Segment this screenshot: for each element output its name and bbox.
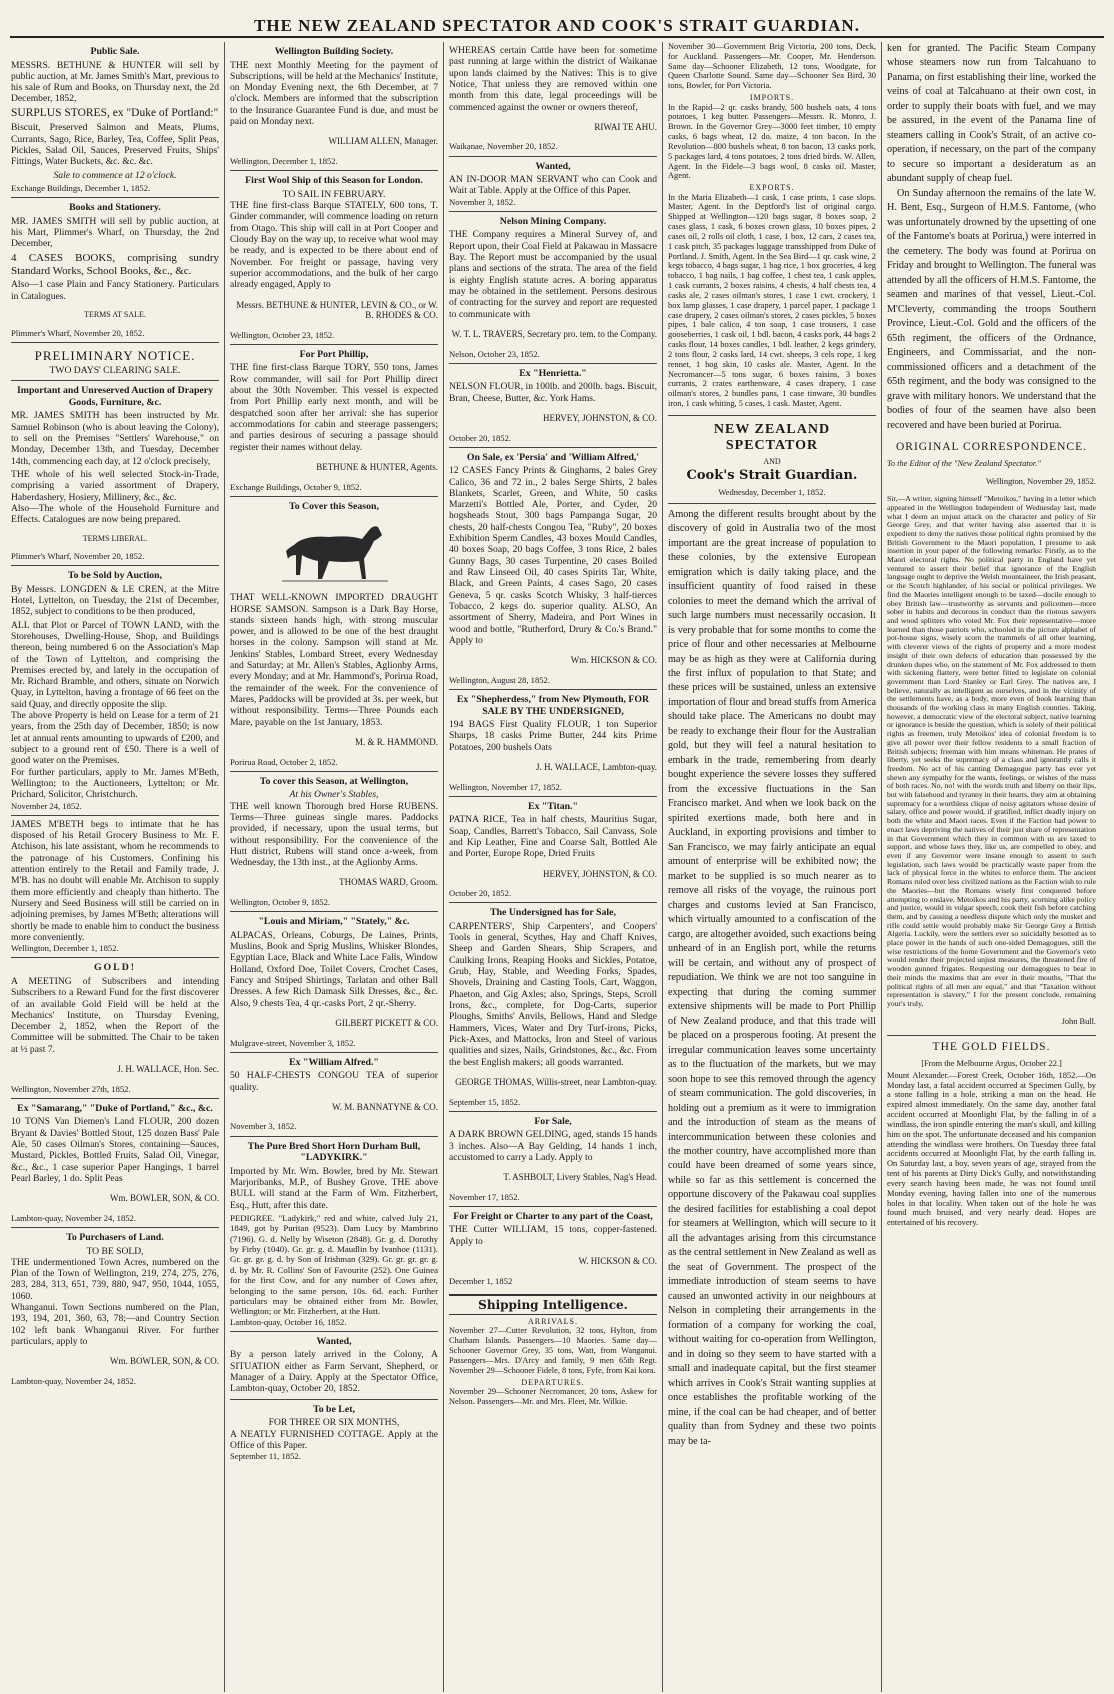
gold-fields-heading: THE GOLD FIELDS. [887,1035,1096,1055]
departures-heading: DEPARTURES. [521,1377,585,1387]
ad-carpenters-tools [449,903,657,1111]
ad-footer: November 24, 1852. [11,800,82,811]
editorial-continued: ken for granted. The Pacific Steam Company whose steamers now run from Talcahuano to Panama, on first establishing their line, worked the veins of coal at Talcahuano at their own cost, in order to supply their boats with fuel, and we may be assured, in the event of the Panama line of steamers calling in Cook's Strait, of an active co-operation, if necessary, on the part of the company to secure so important a desideratum as an abundant supply of cheap fuel. [887,43,1096,185]
masthead-title: THE NEW ZEALAND SPECTATOR AND COOK'S STRAIT GUARDIAN. [254,16,860,35]
ad-body: MESSRS. BETHUNE & HUNTER will sell by public auction, at Mr. James Smith's Mart, previous to his sale of Rum and Books, on Thursday next, the 2d December, 1852, [11,59,219,105]
ad-footer: November 17, 1852. [449,1191,520,1202]
ad-signature: BETHUNE & HUNTER, Agents. [316,461,438,472]
ad-body: ALPACAS, Orleans, Coburgs, De Laines, Prints, Muslins, Book and Sprig Muslins, Whisker Blondes, Egyptian Lace, Black and White Lace Falls, Window Holland, Oxford Doe, Toilet Covers, Crochet Cases, Fancy and Striped Shirtings, Tarlatan and other Ball Dresses. A few Rich Damask Silk Dresses, &c., &c. Also, 9 chests Tea, 4 qr.-casks Port, 2 qr.-Sherry. [230,929,438,1009]
ad-signature: RIWAI TE AHU. [594,121,657,132]
ad-books [11,198,219,343]
letter-text: Sir,—A writer, signing himself "Metoikos," having in a letter which appeared in the Wellington Independent of Wednesday last, made what I deem an unjust attack on the character and policy of Sir George Grey, and that writer having also asserted that it is expedient to deny the natives those political rights promised by the British Government to the Maori population, I presume to ask insertion in your paper of the following remarks: Firstly, as to the Maori electoral rights. No political party in England have yet ventured to assert their belief that ignorance of the English language ought to deprive the Welsh mountaineer, the Irish peasant, or the Scotch highlander, of his social or political privileges. We find the Maories intelligent enough to be taxed—docile enough to obey British law—trustworthy as servants and policemen—more sober in habits and decorous in conduct than the riotous sawyers and wood splitters who voted Mr. Fox their representative—more learned than those patriots who, schooled in the picture alphabet of pot-house signs, wisely scorn the trammels of all other learning, with cleverer views of the rights of property and a more modest insight of their own defects of education than possessed by the drunken dupes who, on the statement of Mr. Fox addressed to them with sickening flattery, were better fitted to legislate on colonial government than Lord Stanley or Earl Grey. The natives are, I believe, naturally as intelligent as ourselves, and in the vicinity of the settlements have, as a body, more even of book learning than thousands of the working class in many English counties. Taking, however, a democratic view of the electoral subject, native learning or ignorance is beside the question, which is solely of their political rights as freemen, truly Metoikos' idea of colonial freedom is to give all power over their fellow residents to a small fraction of British subjects; freeman with him means whiteman. He prates of liberty, yet seeks the supremacy of a class and ignorantly calls it freedom. No act of his canting Demagogue party has ever yet shewn any sympathy for the wants, feelings, or wishes of the mass of both races. No, no! with the words truth and liberty on their lips, but with falsehood and tyranny in their hearts, they aim at obtaining supremacy for a worthless clique of noisy agitators whose desire of salary, office and power would, if gratified, inflict deadly injury on both the white and Maori races. Even if the Faction had power to enact laws depriving the natives of their just share of representation in that Government which they in common with us are taxed to support, and whose laws they, like us, are compelled to obey, and even if any Governor were insane enough to assent to such legislation, such laws would be practically waste paper from the lack of physical force in the whites to enforce them. The ancient Romans ruled over less civilized nations as the Faction wish to rule the Maories—but the Romans wisely first conquered before attempting to enslave. Metoikos and his party, scorning alike policy and justice, would in vulgar speech, cook their fish before catching them, and by causing a needless dispute which only the musket and rifle could settle would probably make Sir George Grey a British Algeria. Luckily, were the settlers ever so suicidally besotted as to place power in the hands of such one-sided Demagogues, still the wise restrictions of the home Government and the Governor's veto would render their projected unjust measures, the threatened fire of wooden gunned frigates. Requesting our demagogues to bear in their minds the maxims that are ever in their mouths, "That the political rights of all men are equal," and that "Taxation without representation is slavery," I for the present conclude, remaining your's truly, [887,494,1096,1008]
ad-body: 194 BAGS First Quality FLOUR, 1 ton Superior Sharps, 18 casks Prime Butter, 244 kits Prime Potatoes, 200 bushels Oats [449,719,657,753]
gold-fields-text: Mount Alexander.—Forest Creek, October 16th, 1852.—On Monday last, a fatal accident occurred at Specimen Gully, by a stone falling in a hole, striking a man on the head. He expired almost immediately. On the same day, another fatal accident occurred at Moonlight Flat, by the falling in of a windlass, the iron spindle entering the man's skull, and killing him on the spot. The unfortunate deceased and his companion attending the windlass were brothers. On Tuesday three fatal accidents occurred at Moonlight Flat, by the earth falling in. On Saturday last, a boy, seven years of age, strayed from the tent of his parents at Dirty Dick's Gully, and notwithstanding every search having been made, he was not found until Monday evening, having fallen into one of the numerous holes in that locality. When taken out of the hole he was found much bruised, and very nearly dead. Hopes are entertained of his recovery. [887,1070,1096,1228]
ad-footer: Nelson, October 23, 1852. [449,348,540,359]
ad-persia [449,448,657,690]
editorial-text: Among the different results brought about by the discovery of gold in Australia two of the most important are the great increase of population to these colonies, by the extensive European emigration which is daily taking place, and the insufficient quantity of food raised in these colonies to meet the demand which the arrival of such large numbers must necessarily occasion. It is very probable that for some months to come the price of flour and other necessaries at Melbourne may be as high as they were at California during the first influx of population to that State; and these prices will be sustained, unless an extensive importation of flour and bread stuffs from America should take place. The Americans no doubt may be ready to exchange their flour for the Australian gold, but they will feel a natural hesitation to embark in the trade, remembering from dearly bought experience the severe losses they suffered from the excessive fluctuations in the San Francisco market. And when we look back on the spirited exertions made, both here and in Auckland, in exporting provisions and timber to San Francisco, we may fairly anticipate an equal amount of enterprise will be exhibited now; the market to be supplied is so much nearer as to remove all risks of the voyage, the ruinous port charges and customs levied at San Francisco, which virtually amounted to a confiscation of the cargo, are altogether avoided, such exactions being unheard of in an English port, while the returns will be certain, and without any of prospect of repudiation. We think we are not too sanguine in expecting that during the coming summer extensive shipments will be made to Port Phillip of New Zealand produce, and that this trade will be placed on a prosperous footing. At present the irregular communication leaves some uncertainty as to the fluctuation of the markets, but we may soon hope to see this removed through the agency of steam communication. The gold discoveries, in holding out a premium as it were to immigration and the introduction of steam as the means of intercommunication between these colonies and the mother country, have accomplished more than could have been dreamed of some years since, while so far as this settlement is concerned the opportune discovery of the Pakawau coal supplies the desired facilities for establishing a coal depot for steamers at Wellington, which will secure to it all the advantages arising from this circumstance as the central settlement in New Zealand as well as the seat of Government. The prospect of the immediate introduction of steam seems to have caused an unwonted activity in our neighbours at Nelson in completing their arrangements in the formation of a company for working the coal, without waiting for co-operation from Wellington, and in doing so they seem to have started with a small and inadequate capital, but the first steamer which arrives in Cook's Strait wanting supplies at once establishes the profitable working of the mine, if the coal can be had cheaper, and of better quality than from Sydney and these two points may be ta- [668,508,877,1447]
ad-subhead: At his Owner's Stables, [289,789,379,801]
ad-footer: Wellington, November 27th, 1852. [11,1083,131,1094]
ad-body: THE next Monthly Meeting for the payment of Subscriptions, will be held at the Mechanics' Institute, on Monday Evening next, the 6th December, at 7 o'clock. Members are informed that the subscription to the Insurance Guarantee Fund is due, and must be paid on Monday next. [230,59,438,128]
letter-signature: John Bull. [1061,1017,1096,1027]
ad-cottage-to-let [230,1400,438,1466]
ad-body: Whanganui. Town Sections numbered on the Plan, 193, 194, 201, 360, 63, 78;—and Country Section 102 left bank Whanganui River. For further particulars, apply to [11,1302,219,1348]
editorial-paper-title: NEW ZEALAND SPECTATOR [713,421,831,454]
ad-title: The Pure Bred Short Horn Durham Bull, "LADYKIRK." [247,1140,421,1164]
ad-title: First Wool Ship of this Season for London. [245,175,423,187]
original-correspondence-heading: ORIGINAL CORRESPONDENCE. [896,441,1087,454]
ad-body: THE fine first-class Barque STATELY, 600 tons, T. Ginder commander, will commence loading on return from Otago. This ship will call in at Port Cooper and Cloudy Bay on the way up, to receive what wool may be ready, and is expected to be there about end of November. For freight or passage, having very superior accommodations, and the bulk of her cargo already engaged, Apply to [230,200,438,291]
ad-drapery-auction [11,381,219,566]
ad-body: PATNA RICE, Tea in half chests, Mauritius Sugar, Soap, Candles, Barrett's Tobacco, Sail Canvass, Sole and Kip Leather, Fine and Coarse Salt, Bottled Ale and Porter, Europe Rope, Dried Fruits [449,814,657,860]
funeral-report: On Sunday afternoon the remains of the late W. H. Bent, Esq., Surgeon of H.M.S. Fantome, (who was unfortunately drowned by the upsetting of one of the Fantome's boats at Porirua,) were interred in the cemetery. The body was found at Porirua on Friday and brought to Wellington. The funeral was attended by all the officers of H.M.S. Fantome, the seamen and marines of that vessel, Lieut.-Col. M'Cleverty, commanding the troops Southern Province, Lieut.-Col. Gold and the officers of the 65th regiment, the officers of the Ordnance, Engineers, and Commissariat, and the non-commissioned officers and a detachment of the 65th regiment, and the body was consigned to the grave with military honors. We understand that the bodies of four of the seamen have also been recovered and have been buried at Porirua. [887,187,1096,431]
editorial-guardian: Cook's Strait Guardian. [686,468,858,484]
ad-footer: Wellington, October 23, 1852. [230,329,335,340]
imports-heading: IMPORTS. [749,93,795,103]
ad-body: NELSON FLOUR, in 100lb. and 200lb. bags. Biscuit, Bran, Cheese, Butter, &c. York Hams. [449,381,657,404]
letter-date: Wellington, November 29, 1852. [985,476,1096,486]
ad-footer: Exchange Buildings, October 9, 1852. [230,481,362,492]
ad-title: "Louis and Miriam," "Stately," &c. [258,916,410,928]
ad-body: Imported by Mr. Wm. Bowler, bred by Mr. Stewart Marjoribanks, M.P., of Bushey Grove. THE above BULL will stand at the Farm of Wm. Fitzherbert, Esq., Hutt, after this date. [230,1165,438,1211]
ad-signature: Wm. BOWLER, SON, & CO. [110,1356,219,1367]
ad-body: MR. JAMES SMITH will sell by public auction, at his Mart, Plimmer's Wharf, on Thursday, the 2nd December, [11,215,219,250]
ad-body: A NEATLY FURNISHED COTTAGE. Apply at the Office of this Paper. [230,1428,438,1451]
ad-signature: M. & R. HAMMOND. [354,736,438,747]
ad-footer: Lambton-quay, October 16, 1852. [230,1316,347,1327]
ad-body: THE Cutter WILLIAM, 15 tons, copper-fastened. Apply to [449,1224,657,1247]
ad-subhead: TWO DAYS' CLEARING SALE. [49,365,181,377]
ad-subhead: TO SAIL IN FEBRUARY. [282,188,386,200]
column-4 [663,42,882,1692]
ad-terms: TERMS LIBERAL. [82,533,148,543]
ad-bull-ladykirk [230,1137,438,1332]
ad-body: THAT WELL-KNOWN IMPORTED DRAUGHT HORSE SAMSON. Sampson is a Dark Bay Horse, stands sixteen hands high, with strong muscular power, and is allowed to be one of the best draught horses in the colony. Sampson will stand at Mr. Jenkins' Stables, Lombard Street, every Wednesday and Saturday; at Mr. Allen's Stables, Aglionby Arms, every Monday; and at Mr. Hammond's, Porirua Road, the remainder of the week. For the convenience of Mares, Paddocks will be provided at 3s. per week, but without responsibility. Terms—Three Pounds each Mare, payable on the 1st January, 1853. [230,592,438,728]
ad-body: THE well known Thorough bred Horse RUBENS. Terms—Three guineas single mares. Paddocks provided, if necessary, upon the usual terms, but without responsibility. For the convenience of the Hutt district, Rubens will stand once a-week, from Wednesday, the 13th inst., at the Aglionby Arms. [230,800,438,869]
ad-title: Ex "Shepherdess," from New Plymouth, FOR SALE BY THE UNDERSIGNED, [456,693,650,717]
ad-title: To cover this Season, at Wellington, [259,775,409,787]
ad-headline: SURPLUS STORES, ex "Duke of Portland:" [11,106,219,119]
ad-title: For Freight or Charter to any part of the Coast, [453,1210,653,1222]
ad-town-land [11,566,219,816]
ad-wool-ship [230,171,438,345]
horse-icon [274,515,394,589]
ad-congou-tea [230,1053,438,1137]
ad-body: By a person lately arrived in the Colony, A SITUATION either as Farm Servant, Shepherd, or Manager of a Dairy. Apply at the Spectator Office, Lambton-quay, October 20, 1852. [230,1349,438,1395]
ad-footer: November 3, 1852. [230,1121,297,1132]
ad-henrietta [449,364,657,448]
ad-horse-samson [230,497,438,772]
ad-signature: J. H. WALLACE, Hon. Sec. [117,1064,219,1075]
ad-building-society [230,42,438,171]
exports-heading: EXPORTS. [749,183,795,193]
ad-title: To Purchasers of Land. [66,1231,164,1243]
ad-title: To be Sold by Auction, [67,570,163,582]
horse-engraving [230,515,438,589]
ad-footer: Lambton-quay, November 24, 1852. [11,1375,136,1386]
ad-body: Also—The whole of the Household Furniture and Effects. Catalogues are now being prepared. [11,502,219,526]
ad-title: The Undersigned has for Sale, [490,907,616,919]
ad-body: JAMES M'BETH begs to intimate that he has disposed of his Retail Grocery Business to Mr. F. Atchison, his late assistant, whom he recommends to the patronage of his Customers. Confining his attention entirely to the Retail and Family trade, J. M'B. has no doubt will enable Mr. Atchison to supply them more efficiently and cheaply than hitherto. The Nursery and Seed Business will still be carried on in adjoining premises, by James M'Beth; alterations will shortly be made to enable him to conduct the business more conveniently. [11,818,219,943]
ad-rubens [230,772,438,912]
ad-footer: Wellington, December 1, 1852. [11,943,119,954]
ad-cattle-notice [449,42,657,157]
ad-subhead: TO BE SOLD, [86,1245,144,1257]
ad-signature: W. HICKSON & CO. [578,1256,657,1267]
ad-signature: Messrs. BETHUNE & HUNTER, LEVIN & CO., or W. B. RHODES & CO. [236,299,438,321]
ad-signature: GEORGE THOMAS, Willis-street, near Lambton-quay. [455,1076,657,1087]
gold-fields-source: [From the Melbourne Argus, October 22.] [921,1058,1062,1068]
ad-note: Sale to commence at 12 o'clock. [53,169,177,181]
ad-footer: Wellington, November 17, 1852. [449,781,562,792]
ad-title: On Sale, ex 'Persia' and 'William Alfred,' [466,451,640,463]
ad-title: Ex "William Alfred." [289,1056,379,1068]
ad-footer: Plimmer's Wharf, November 20, 1852. [11,327,145,338]
ad-body: The above Property is held on Lease for a term of 21 years, from the 25th day of December, 1850; is now let at annual rents amounting to upwards of £200, and subject to a ground rent of £50. There is a well of good water on the Premises. [11,710,219,767]
ad-mbeth [11,816,219,959]
ad-man-servant [449,157,657,212]
ad-footer: Exchange Buildings, December 1, 1852. [11,182,151,193]
ad-body: Also—1 case Plain and Fancy Stationery. Particulars in Catalogues. [11,279,219,302]
ad-headline: 4 CASES BOOKS, comprising sundry Standard Works, School Books, &c., &c. [11,251,219,277]
ad-nelson-mining [449,212,657,364]
ad-body: CARPENTERS', Ship Carpenters', and Coopers' Tools in general, Scythes, Hay and Chaff Knives, Sheep and Garden Shears, Ship Scrapers, and Caulking Irons, Reaping Hooks and Sickles, Potatoe, Grub, Hay, Stable, and Weeding Forks, Spades, Shovels, Draining and Casting Tools, Cart, Waggon, Phaeton, and Gig Axles; also, Springs, Steps, Scroll Irons, &c., complete, for Dog-Carts, superior Ploughs, Smiths' Anvils, Bellows, Hand and Sledge Hammers, Vices, Water and Dry Turf-irons, Picks, Pick-Axes, and Mattocks, Iron and Steel of various qualities and sizes, Nails, Grindstones, &c., &c. From the best English makers; all goods warranted. [449,920,657,1068]
ad-title: Ex "Henrietta." [519,367,587,379]
ad-signature: HERVEY, JOHNSTON, & CO. [543,868,657,879]
ad-title: To Cover this Season, [289,500,379,512]
ad-body: THE fine first-class Barque TORY, 550 tons, James Row commander, will sail for Port Phillip direct about the 30th November. This vessel is expected from Port Phillip early next month, and will be despatched soon after her arrival: she has superior accommodations for cabin and steerage passengers; and parties desirous of securing a passage should register their names without delay. [230,362,438,453]
ad-samarang [11,1099,219,1228]
ad-footer: December 1, 1852 [449,1275,513,1286]
ad-title: For Sale, [534,1115,572,1127]
column-3 [444,42,663,1692]
ad-body: A MEETING of Subscribers and intending Subscribers to a Reward Fund for the first discoverer of an available Gold Field will be held at the Mechanics' Institute, on Thursday Evening, December 2, 1852, when the Report of the Committee will be submitted. The Chair to be taken at ½ past 7. [11,975,219,1055]
ad-footer: September 15, 1852. [449,1096,521,1107]
ad-body: MR. JAMES SMITH has been instructed by Mr. Samuel Robinson (who is about leaving the Colony), to sell on the Premises "Settlers' Warehouse," on Monday, December 13th, and Tuesday, December 14th, commencing each day, at 12 o'clock precisely, [11,410,219,467]
ad-title: Ex "Samarang," "Duke of Portland," &c., &c. [17,1102,213,1114]
arrivals-heading: ARRIVALS. [528,1316,578,1326]
ad-signature: W. T. L. TRAVERS, Secretary pro. tem. to the Company. [451,328,657,339]
ad-title: Books and Stationery. [69,202,161,214]
ad-footer: October 20, 1852. [449,432,512,443]
ad-body: WHEREAS certain Cattle have been for sometime past running at large within the district of Waikanae upon lands claimed by the Natives: This is to give Notice, That unless they are removed within one month from this date, legal proceedings will be commenced against the owner or owners thereof, [449,45,657,113]
ad-footer: Wellington, August 28, 1852. [449,674,551,685]
ad-title: GOLD! [93,962,137,974]
ad-headline: PRELIMINARY NOTICE. [34,347,196,363]
ad-list: Biscuit, Preserved Salmon and Meats, Plums, Currants, Sago, Rice, Barley, Tea, Coffee, Split Peas, Pickles, Salad Oil, Sauces, Preserved Fruits, Ships' Fittings, Water Buckets, &c. &c. &c. [11,122,219,168]
ad-situation-wanted [230,1332,438,1400]
ad-signature: T. ASHBOLT, Livery Stables, Nag's Head. [503,1172,657,1183]
shipping-intelligence-heading: Shipping Intelligence. [449,1294,657,1315]
ad-gelding [449,1112,657,1207]
ad-port-phillip [230,345,438,497]
ad-signature: W. M. BANNATYNE & CO. [332,1101,438,1112]
ad-title: Ex "Titan." [528,800,578,812]
ad-alpacas [230,912,438,1052]
ad-title: Wanted, [316,1335,352,1347]
letter-address: To the Editor of the "New Zealand Spectator." [887,458,1041,468]
imports-list: In the Rapid—2 qr. casks brandy, 500 bushels oats, 4 tons potatoes, 1 keg butter. Passengers—Messrs. R. Monro, J. Brown. In the Governor Grey—3000 feet timber, 10 empty casks, 6 bags wheat, 12 do. maize, 4 ton bacon. In the Revolution—800 bushels wheat, 8 ton bacon, 13 casks pork, 5 packages lard, 4 tons potatoes, 2 tons dried birds. W. Allen, Agent. In the Fidele—3 bags wool, 8 casks oil. Master, Agent. [668,102,876,181]
ad-preliminary [11,343,219,382]
column-2 [225,42,444,1692]
ad-title: Public Sale. [90,46,140,57]
ad-signature: J. H. WALLACE, Lambton-quay. [536,761,657,772]
ad-footer: Mulgrave-street, November 3, 1852. [230,1037,356,1048]
ad-body: 12 CASES Fancy Prints & Ginghams, 2 bales Grey Calico, 36 and 72 in., 2 bales Serge Shirts, 2 bales Blankets, Scarlet, Green, and White, 50 casks Marzetti's Bottled Ale, Porter, and Cyder, 20 hogsheads Stout, 300 bags Pampanga Sugar, 20 chests, 20 half-chests Congou Tea, "Ruby", 20 boxes Exhibition Sperm Candles, 43 boxes Mould Candles, 40 boxes Soap, 20 bags Coffee, 3 tons Rice, 2 bales Gunny Bags, 30 cases Turpentine, 20 cases Boiled and Raw Linseed Oil, 40 cases Spirits Tar, White, Black, and Green Paints, 4 cases Sago, 20 cases Geneva, 5 qr. casks Scotch Whisky, 3 half-tierces Tobacco, 2 kegs do. superior quality. ALSO, An assortment of Sherry, Madeira, and Port Wines in wood and bottle, "Rutherford, Drury & Co.'s Brand." Apply to [449,465,657,646]
ad-cutter-william [449,1207,657,1290]
ad-body: THE undermentioned Town Acres, numbered on the Plan of the Town of Wellington, 219, 274, 275, 276, 283, 284, 313, 651, 739, 880, 947, 950, 1044, 1055, 1060. [11,1256,219,1302]
column-5 [882,42,1101,1692]
departures-continued: November 30—Government Brig Victoria, 200 tons, Deck, for Auckland. Passengers—Mr. Cooper, Mr. Henderson. Same day—Schooner Elizabeth, 12 tons, Woodgate, for Queen Charlotte Sound. Same day—Schooner Sea Bird, 30 tons, Bowler, for Port Victoria. [668,42,876,91]
ad-footer: September 11, 1852. [230,1451,301,1462]
ad-title: Wellington Building Society. [274,46,394,57]
ad-title: For Port Phillip, [299,348,369,360]
ad-signature: THOMAS WARD, Groom. [339,877,438,888]
ad-shepherdess [449,690,657,797]
ad-body: By Messrs. LONGDEN & LE CREN, at the Mitre Hotel, Lyttelton, on Tuesday, the 21st of December, 1852, subject to conditions to be then produced, [11,583,219,618]
ad-footer: Waikanae, November 20, 1852. [449,141,558,152]
column-1 [6,42,225,1692]
ad-footer: November 3, 1852. [449,196,516,207]
masthead [10,0,1104,38]
ad-body: 50 HALF-CHESTS CONGOU TEA of superior quality. [230,1070,438,1093]
ad-public-sale [11,42,219,198]
ad-body: For further particulars, apply to Mr. James M'Beth, Wellington; to the Auctioneers, Lyttelton; or Mr. Prichard, Solicitor, Christchurch. [11,766,219,801]
ad-title: Wanted, [535,160,571,172]
ad-footer: Plimmer's Wharf, November 20, 1852. [11,550,145,561]
ad-terms: TERMS AT SALE. [84,310,146,320]
ad-titan [449,797,657,904]
ad-subhead: FOR THREE OR SIX MONTHS, [268,1417,400,1429]
ad-signature: Wm. BOWLER, SON, & CO. [110,1193,219,1204]
ad-signature: HERVEY, JOHNSTON, & CO. [543,412,657,423]
ad-body: 10 TONS Van Diemen's Land FLOUR, 200 dozen Bryant & Davies' Bottled Stout, 125 dozen Bass' Pale Ale, 50 cases Oilman's Stores, containing—Sauces, Mustard, Pickles, Bottled Fruits, Salad Oil, Vinegar, &c., &c., 1 case superior Paper Hangings, 1 barrel Pearl Barley, 1 do. Split Peas [11,1116,219,1184]
ad-body: A DARK BROWN GELDING, aged, stands 15 hands 3 inches. Also—A Bay Gelding, 14 hands 1 inch, accustomed to carry a Lady. Apply to [449,1129,657,1163]
arrivals-list: November 27—Cutter Revolution, 32 tons, Hylton, from Chatham Islands. Passengers—10 Maories. Same day—Schooner Governor Grey, 35 tons, Watt, from Wanganui. Passengers—Mrs. D'Arcy and family, 9 men 65th Regt. November 29—Schooner Fidele, 8 tons, Fyfe, from Kai kora. [449,1326,657,1375]
ad-footer: Wellington, October 9, 1852. [230,897,331,908]
ad-body: ALL that Plot or Parcel of TOWN LAND, with the Storehouses, Dwelling-House, Shop, and Buildings thereon, being numbered 6 on the Association's Map of the Town of Lyttelton, and comprising the Premises erected by, and lately in the occupation of Mr. Richard Bramble, and others, situate on Norwich Quay, in Lyttelton, having a frontage of 66 feet on the said Quay, and directly opposite the slip. [11,619,219,710]
ad-body: AN IN-DOOR MAN SERVANT who can Cook and Wait at Table. Apply at the Office of this Paper. [449,174,657,197]
ad-signature: WILLIAM ALLEN, Manager. [328,136,438,147]
ad-footer: Porirua Road, October 2, 1852. [230,756,338,767]
ad-signature: Wm. HICKSON & CO. [570,655,657,666]
ad-title: Important and Unreserved Auction of Drapery Goods, Furniture, &c. [16,385,214,408]
ad-footer: October 20, 1852. [449,888,512,899]
ad-footer: Lambton-quay, November 24, 1852. [11,1212,136,1223]
ad-footer: Wellington, December 1, 1852. [230,156,338,167]
departures-list: November 29—Schooner Necromancer, 20 tons, Askew for Nelson. Passengers—Mr. and Mrs. Fleet, Mr. Wilkie. [449,1386,657,1406]
ad-title: To be Let, [313,1403,355,1415]
editorial-date: Wednesday, December 1, 1852. [718,486,826,497]
ad-gold-meeting [11,958,219,1098]
ad-title: Nelson Mining Company. [499,215,607,227]
ad-body: THE Company requires a Mineral Survey of, and Report upon, their Coal Field at Pakawau in Massacre Bay. The Report must be accompanied by the usual plans and sections of the strata. The area of the field is eighty English statute acres. A boring apparatus may be obtained in the settlement. Persons desirous of contracting for the survey and report are requested to communicate with [449,229,657,320]
columns [6,42,1108,1692]
ad-body: THE whole of his well selected Stock-in-Trade, comprising a varied assortment of Drapery, Haberdashery, Hosiery, Millinery, &c., &c. [11,468,219,503]
ad-pedigree: PEDIGREE. "Ladykirk," red and white, calved July 21, 1849, got by Puritan (9523). Dam Lucy by Mambrino (7196). G. d. Nelly by Wiseton (2848). Gr. g. d. Dorothy by Firby (1040). Gr. gr. g. d. Maudlin by Ivanhoe (1131). Gr. gr. gr. g. d. by Son of Irishman (329). Gr. gr. gr. gr. g. d. by Mr. R. Collins' Son of Favourite (252). One Guinea for the first Cow, and for any number of Cows after, belonging to the same person, 10s. 6d. each. Further particulars may be obtained either from Mr. Bowler, Wellington; or Mr. Fitzherbert, at the Hutt. [230,1212,438,1317]
editorial-masthead [668,415,876,504]
ad-signature: GILBERT PICKETT & CO. [335,1017,438,1028]
exports-list: In the Maria Elizabeth—1 cask, 1 case prints, 1 case slops. Master, Agent. In the Deptford's list of original cargo. Shipped at Wellington—120 bags sugar, 8 boxes soap, 2 cases glass, 1 cask, 6 boxes crown glass, 10 boxes pipes, 2 cases oil, 2 rolls oil cloth, 1 case, 1 box, 12 cars, 2 cases tea, 1 cask pitch, 35 packages luggage transshipped from Duke of Portland. J. Smith, Agent. In the Sea Bird—1 qr. cask wine, 2 kegs tobacco, 4 bags sugar, 1 bag rice, 1 box groceries, 4 keg tobacco, 1 bag nails, 1 bag coffee, 1 chest tea, 1 cask apples, 1 cask currants, 2 boxes raisins, 4 chests, 4 half chests tea, 4 casks ale, 2 cases oilman's stores, 1 case 1 cwt. crockery, 1 box lamp glasses, 1 case drapery, 1 parcel paper, 1 package 1 case drapery, 2 cases oilman's stores, 2 cases pickles, 5 boxes pipes, 1 bale calico, 4 ton soap, 1 case trousers, 1 case gooseberries, 1 cask oil, 1 bdl. bacon, 4 casks pork, 44 bags 2 casks flour, 14 boxes candles, 1 bdl. leather, 2 kegs grindery, 2 tons flour, 2 casks lard, 14 cwt. sheeps, 3 cels rope, 1 keg rennet, 1 hog skin, 10 casks ale. Master, Agent. In the Necromancer—5 tons sugar, 6 boxes raisins, 3 boxes currants, 2 crates earthenware, 4 cases drapery, 1 case oilman's stores, 2 bundles pans, 1 case tinware, 30 bundles iron, 1 cask whiting, 5 cases, 1 cask. Master, Agent. [668,192,876,409]
ad-purchasers [11,1228,219,1390]
editorial-and: AND [763,456,781,466]
